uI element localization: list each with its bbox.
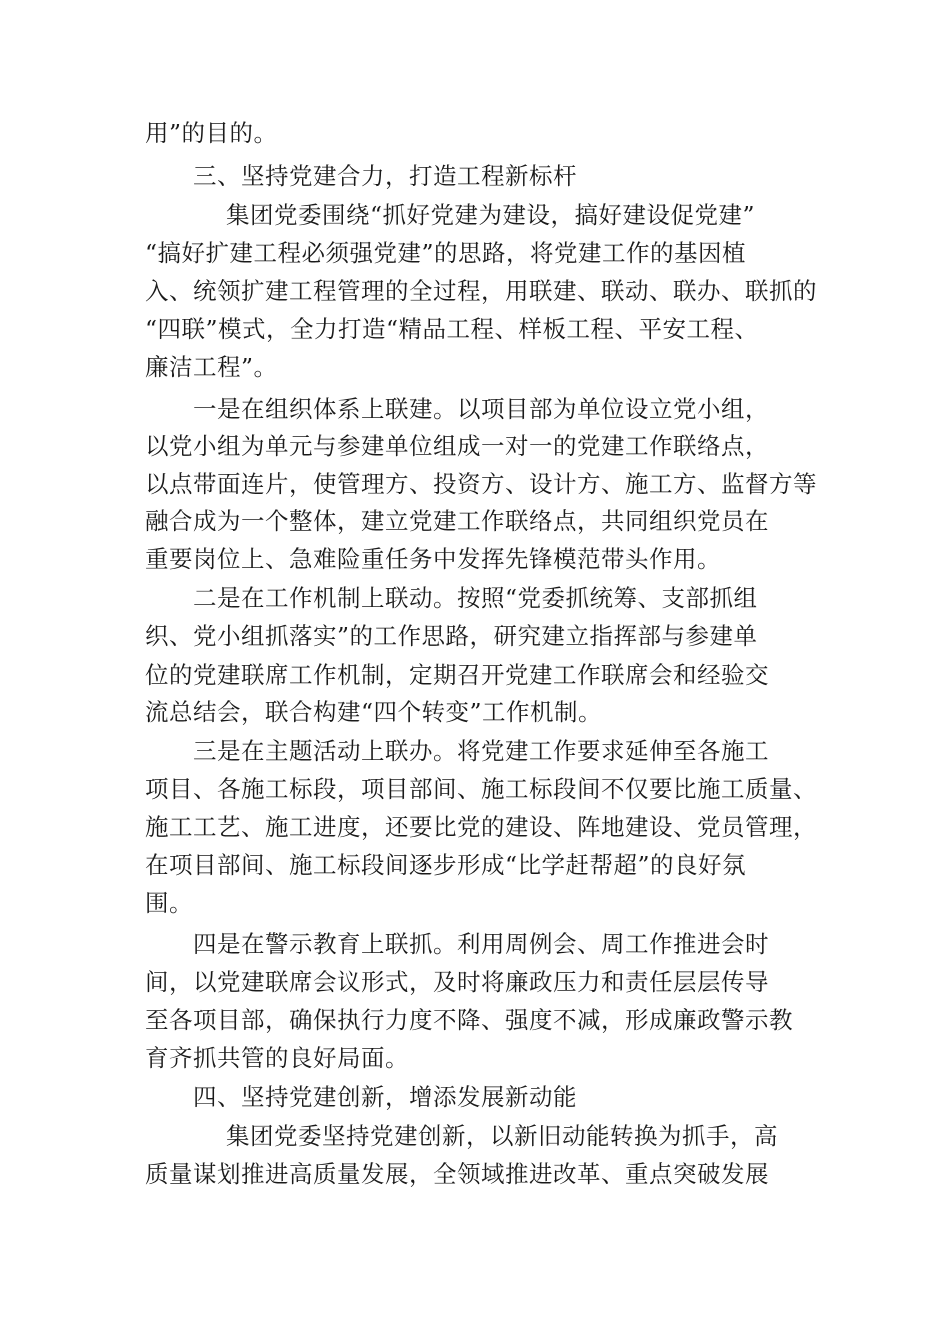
- text-line: 以点带面连片，使管理方、投资方、设计方、施工方、监督方等: [145, 470, 817, 498]
- section-heading: 三、坚持党建合力，打造工程新标杆: [193, 162, 577, 190]
- text-line: “搞好扩建工程必须强党建”的思路，将党建工作的基因植: [145, 239, 747, 267]
- text-line: 间，以党建联席会议形式，及时将廉政压力和责任层层传导: [145, 968, 769, 996]
- text-line: 集团党委坚持党建创新，以新旧动能转换为抓手，高: [226, 1122, 778, 1150]
- text-line: 入、统领扩建工程管理的全过程，用联建、联动、联办、联抓的: [145, 277, 817, 305]
- text-line: 施工工艺、施工进度，还要比党的建设、阵地建设、党员管理，: [145, 813, 817, 841]
- text-line: 集团党委围绕“抓好党建为建设，搞好建设促党建”: [226, 201, 756, 229]
- text-line: 以党小组为单元与参建单位组成一对一的党建工作联络点，: [145, 432, 769, 460]
- text-line: “四联”模式，全力打造“精品工程、样板工程、平安工程、: [145, 315, 759, 343]
- text-line: 用”的目的。: [145, 119, 278, 147]
- text-line: 至各项目部，确保执行力度不降、强度不减，形成廉政警示教: [145, 1006, 793, 1034]
- text-line: 四是在警示教育上联抓。利用周例会、周工作推进会时: [193, 930, 769, 958]
- text-line: 围。: [145, 889, 193, 917]
- text-line: 流总结会，联合构建“四个转变”工作机制。: [145, 698, 603, 726]
- section-heading: 四、坚持党建创新，增添发展新动能: [193, 1083, 577, 1111]
- text-line: 重要岗位上、急难险重任务中发挥先锋模范带头作用。: [145, 545, 721, 573]
- text-line: 一是在组织体系上联建。以项目部为单位设立党小组，: [193, 395, 769, 423]
- text-line: 项目、各施工标段，项目部间、施工标段间不仅要比施工质量、: [145, 775, 817, 803]
- text-line: 廉洁工程”。: [145, 353, 278, 381]
- text-line: 在项目部间、施工标段间逐步形成“比学赶帮超”的良好氛: [145, 851, 747, 879]
- text-line: 育齐抓共管的良好局面。: [145, 1044, 409, 1072]
- text-line: 织、党小组抓落实”的工作思路，研究建立指挥部与参建单: [145, 622, 758, 650]
- text-line: 二是在工作机制上联动。按照“党委抓统筹、支部抓组: [193, 584, 758, 612]
- text-line: 质量谋划推进高质量发展，全领域推进改革、重点突破发展: [145, 1160, 769, 1188]
- text-line: 三是在主题活动上联办。将党建工作要求延伸至各施工: [193, 737, 769, 765]
- text-line: 融合成为一个整体，建立党建工作联络点，共同组织党员在: [145, 507, 769, 535]
- text-line: 位的党建联席工作机制，定期召开党建工作联席会和经验交: [145, 661, 769, 689]
